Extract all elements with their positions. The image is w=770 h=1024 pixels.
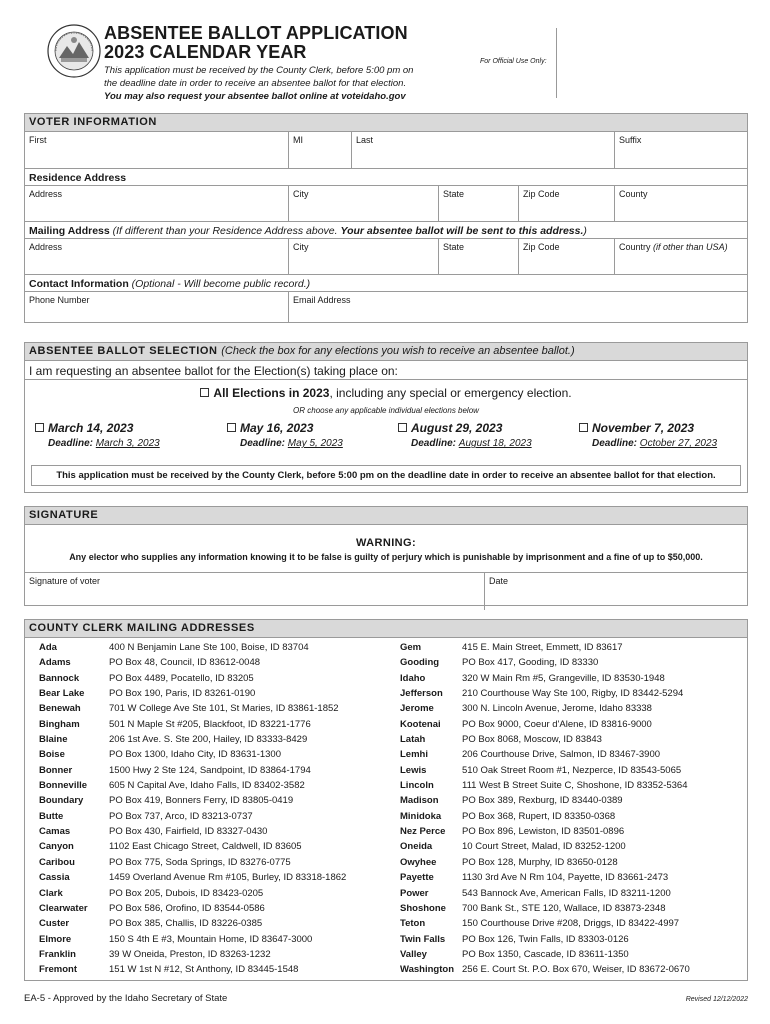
- county-address-row: [386, 793, 747, 808]
- county-name: Latah: [400, 734, 426, 746]
- or-choose-note: OR choose any applicable individual elections below: [293, 406, 479, 415]
- county-address-row: [386, 809, 747, 824]
- mailing-address-heading: Mailing Address (If different than your Residence Address above. Your absentee ballot will be sent to this address.): [25, 221, 747, 238]
- county-name: Clark: [39, 887, 63, 899]
- ballot-selection-section: [24, 342, 748, 493]
- voter-information-section: [24, 113, 748, 323]
- county-address-row: [386, 671, 747, 686]
- county-name: Boise: [39, 749, 65, 761]
- suffix-field[interactable]: Suffix: [614, 132, 747, 168]
- county-address-row: [25, 916, 386, 931]
- county-clerk-address: PO Box 8068, Moscow, ID 83843: [462, 734, 602, 746]
- county-clerk-address: 700 Bank St., STE 120, Wallace, ID 83873-2348: [462, 902, 666, 914]
- county-name: Bannock: [39, 672, 80, 684]
- first-name-field[interactable]: First: [29, 135, 47, 145]
- contact-information-heading: Contact Information (Optional - Will become public record.): [25, 274, 747, 291]
- county-clerk-address: 1130 3rd Ave N Rm 104, Payette, ID 83661-2473: [462, 872, 669, 884]
- residence-zip-field[interactable]: Zip Code: [518, 186, 614, 221]
- county-name: Boundary: [39, 795, 84, 807]
- county-address-row: [25, 947, 386, 962]
- county-address-row: [386, 839, 747, 854]
- county-name: Clearwater: [39, 902, 88, 914]
- approval-footer: EA-5 - Approved by the Idaho Secretary of State: [24, 993, 228, 1004]
- residence-state-field[interactable]: State: [438, 186, 518, 221]
- county-address-row: [25, 778, 386, 793]
- county-name: Oneida: [400, 841, 433, 853]
- county-address-row: [386, 763, 747, 778]
- signature-row: [25, 572, 747, 610]
- mailing-address-row: [25, 238, 747, 274]
- county-clerk-address: 10 Court Street, Malad, ID 83252-1200: [462, 841, 626, 853]
- county-address-row: [25, 824, 386, 839]
- county-address-row: [386, 640, 747, 655]
- election-may-checkbox[interactable]: [227, 423, 236, 432]
- county-address-row: [386, 701, 747, 716]
- county-clerk-address: 1500 Hwy 2 Ste 124, Sandpoint, ID 83864-1794: [109, 764, 311, 776]
- county-name: Power: [400, 887, 429, 899]
- county-address-row: [386, 747, 747, 762]
- mailing-state-field[interactable]: State: [438, 239, 518, 274]
- county-address-row: [386, 824, 747, 839]
- county-address-row: [25, 701, 386, 716]
- county-clerk-addresses-section: [24, 619, 748, 981]
- mailing-zip-field[interactable]: Zip Code: [518, 239, 614, 274]
- county-address-row: [25, 932, 386, 947]
- county-name: Lincoln: [400, 780, 434, 792]
- county-address-row: [386, 886, 747, 901]
- county-clerk-address: PO Box 417, Gooding, ID 83330: [462, 657, 599, 669]
- county-seal-logo: [47, 24, 101, 78]
- county-name: Jerome: [400, 703, 434, 715]
- election-august[interactable]: August 29, 2023 Deadline: August 18, 2023: [398, 421, 532, 449]
- county-name: Benewah: [39, 703, 81, 715]
- county-clerk-address: PO Box 430, Fairfield, ID 83327-0430: [109, 826, 268, 838]
- county-clerk-address: PO Box 9000, Coeur d'Alene, ID 83816-9000: [462, 718, 652, 730]
- county-address-table: [25, 638, 747, 978]
- county-address-row: [386, 778, 747, 793]
- county-address-row: [25, 655, 386, 670]
- county-name: Butte: [39, 810, 64, 822]
- county-name: Caribou: [39, 856, 75, 868]
- county-name: Lemhi: [400, 749, 428, 761]
- county-address-row: [386, 732, 747, 747]
- county-address-column-right: [386, 640, 747, 978]
- election-may[interactable]: May 16, 2023 Deadline: May 5, 2023: [227, 421, 343, 449]
- county-clerk-address: PO Box 190, Paris, ID 83261-0190: [109, 688, 256, 700]
- notice-line-3: You may also request your absentee ballot online at voteidaho.gov: [104, 91, 406, 102]
- county-name: Custer: [39, 918, 70, 930]
- county-clerk-address: PO Box 128, Murphy, ID 83650-0128: [462, 856, 618, 868]
- county-clerk-address: 543 Bannock Ave, American Falls, ID 83211-1200: [462, 887, 671, 899]
- election-march[interactable]: March 14, 2023 Deadline: March 3, 2023: [35, 421, 160, 449]
- county-address-row: [386, 932, 747, 947]
- election-november[interactable]: November 7, 2023 Deadline: October 27, 2023: [579, 421, 717, 449]
- county-clerk-address: PO Box 389, Rexburg, ID 83440-0389: [462, 795, 623, 807]
- county-name: Blaine: [39, 734, 68, 746]
- residence-city-field[interactable]: City: [288, 186, 438, 221]
- county-addresses-heading: COUNTY CLERK MAILING ADDRESSES: [25, 620, 747, 638]
- county-clerk-address: PO Box 4489, Pocatello, ID 83205: [109, 672, 254, 684]
- county-address-row: [25, 732, 386, 747]
- official-use-divider: [556, 28, 557, 98]
- county-name: Adams: [39, 657, 71, 669]
- county-name: Franklin: [39, 948, 76, 960]
- residence-address-row: [25, 185, 747, 221]
- county-clerk-address: 501 N Maple St #205, Blackfoot, ID 83221-1776: [109, 718, 311, 730]
- county-clerk-address: PO Box 1300, Idaho City, ID 83631-1300: [109, 749, 281, 761]
- signature-date-field[interactable]: Date: [484, 573, 747, 610]
- county-clerk-address: PO Box 896, Lewiston, ID 83501-0896: [462, 826, 625, 838]
- header-notice: [104, 64, 413, 103]
- county-address-row: [386, 901, 747, 916]
- county-name: Madison: [400, 795, 439, 807]
- ballot-selection-heading: ABSENTEE BALLOT SELECTION (Check the box for any elections you wish to receive an absentee ballot.): [25, 343, 747, 361]
- county-name: Washington: [400, 964, 454, 976]
- signature-section: [24, 506, 748, 606]
- title-line-1: ABSENTEE BALLOT APPLICATION: [104, 23, 408, 43]
- county-name: Nez Perce: [400, 826, 446, 838]
- all-elections-checkbox[interactable]: [200, 388, 209, 397]
- notice-line-1: This application must be received by the County Clerk, before 5:00 pm on: [104, 65, 414, 76]
- request-statement: I am requesting an absentee ballot for the Election(s) taking place on:: [25, 361, 747, 380]
- county-clerk-address: 320 W Main Rm #5, Grangeville, ID 83530-1948: [462, 672, 665, 684]
- official-use-label: For Official Use Only:: [480, 58, 547, 65]
- county-address-row: [25, 870, 386, 885]
- all-elections-option[interactable]: All Elections in 2023, including any special or emergency election.: [25, 386, 747, 400]
- county-name: Teton: [400, 918, 426, 930]
- contact-row: [25, 291, 747, 322]
- county-clerk-address: 1102 East Chicago Street, Caldwell, ID 83605: [109, 841, 302, 853]
- county-name: Bear Lake: [39, 688, 85, 700]
- county-address-row: [386, 717, 747, 732]
- county-clerk-address: 150 S 4th E #3, Mountain Home, ID 83647-3000: [109, 933, 313, 945]
- election-august-checkbox[interactable]: [398, 423, 407, 432]
- county-clerk-address: 510 Oak Street Room #1, Nezperce, ID 83543-5065: [462, 764, 682, 776]
- county-name: Minidoka: [400, 810, 442, 822]
- county-clerk-address: 1459 Overland Avenue Rm #105, Burley, ID 83318-1862: [109, 872, 347, 884]
- county-clerk-address: PO Box 205, Dubois, ID 83423-0205: [109, 887, 264, 899]
- county-address-row: [386, 655, 747, 670]
- county-address-row: [25, 809, 386, 824]
- county-name: Bonner: [39, 764, 73, 776]
- county-clerk-address: 415 E. Main Street, Emmett, ID 83617: [462, 642, 623, 653]
- county-address-row: [386, 962, 747, 977]
- mailing-country-field[interactable]: Country (if other than USA): [614, 239, 747, 274]
- county-name: Kootenai: [400, 718, 441, 730]
- middle-initial-field[interactable]: MI: [288, 132, 351, 168]
- county-address-row: [25, 671, 386, 686]
- county-name: Owyhee: [400, 856, 437, 868]
- deadline-notice-box: This application must be received by the County Clerk, before 5:00 pm on the deadline date in order to receive an absentee ballot for that election.: [31, 465, 741, 486]
- county-clerk-address: 111 West B Street Suite C, Shoshone, ID 83352-5364: [462, 780, 688, 792]
- county-clerk-address: PO Box 368, Rupert, ID 83350-0368: [462, 810, 616, 822]
- county-clerk-address: PO Box 737, Arco, ID 83213-0737: [109, 810, 253, 822]
- county-clerk-address: PO Box 419, Bonners Ferry, ID 83805-0419: [109, 795, 294, 807]
- county-clerk-address: 206 Courthouse Drive, Salmon, ID 83467-3900: [462, 749, 661, 761]
- election-march-checkbox[interactable]: [35, 423, 44, 432]
- county-address-column-left: [25, 640, 386, 978]
- county-clerk-address: 300 N. Lincoln Avenue, Jerome, Idaho 83338: [462, 703, 652, 715]
- county-name: Jefferson: [400, 688, 443, 700]
- county-address-row: [25, 763, 386, 778]
- election-november-checkbox[interactable]: [579, 423, 588, 432]
- county-address-row: [25, 686, 386, 701]
- county-name: Elmore: [39, 933, 72, 945]
- last-name-field[interactable]: Last: [351, 132, 614, 168]
- warning-title: WARNING:: [355, 537, 417, 549]
- email-address-field[interactable]: Email Address: [288, 292, 747, 322]
- county-address-row: [386, 870, 747, 885]
- county-name: Ada: [39, 642, 57, 653]
- county-address-row: [25, 855, 386, 870]
- residence-address-heading: Residence Address: [25, 168, 747, 185]
- county-address-row: [25, 793, 386, 808]
- name-row: [25, 132, 747, 168]
- county-clerk-address: 400 N Benjamin Lane Ste 100, Boise, ID 83704: [109, 642, 309, 653]
- county-name: Fremont: [39, 964, 77, 976]
- county-clerk-address: PO Box 126, Twin Falls, ID 83303-0126: [462, 933, 629, 945]
- notice-line-2: the deadline date in order to receive an absentee ballot for that election.: [104, 78, 407, 89]
- revised-date: Revised 12/12/2022: [685, 996, 748, 1003]
- county-address-row: [25, 747, 386, 762]
- county-address-row: [386, 947, 747, 962]
- county-clerk-address: 210 Courthouse Way Ste 100, Rigby, ID 83442-5294: [462, 688, 684, 700]
- county-address-row: [25, 901, 386, 916]
- county-clerk-address: 605 N Capital Ave, Idaho Falls, ID 83402-3582: [109, 780, 305, 792]
- title-line-2: 2023 CALENDAR YEAR: [104, 42, 307, 62]
- county-address-row: [386, 916, 747, 931]
- county-address-row: [25, 839, 386, 854]
- county-clerk-address: 701 W College Ave Ste 101, St Maries, ID 83861-1852: [109, 703, 339, 715]
- voter-information-heading: VOTER INFORMATION: [25, 114, 747, 132]
- county-clerk-address: 150 Courthouse Drive #208, Driggs, ID 83422-4997: [462, 918, 680, 930]
- county-name: Twin Falls: [400, 933, 446, 945]
- signature-of-voter-field[interactable]: Signature of voter: [29, 576, 101, 586]
- county-address-row: [386, 686, 747, 701]
- county-clerk-address: 206 1st Ave. S. Ste 200, Hailey, ID 83333-8429: [109, 734, 308, 746]
- county-clerk-address: PO Box 586, Orofino, ID 83544-0586: [109, 902, 265, 914]
- county-name: Bonneville: [39, 780, 88, 792]
- county-name: Bingham: [39, 718, 80, 730]
- county-address-row: [386, 855, 747, 870]
- county-name: Canyon: [39, 841, 74, 853]
- county-name: Gem: [400, 642, 422, 653]
- county-name: Valley: [400, 948, 427, 960]
- county-name: Payette: [400, 872, 434, 884]
- individual-elections: [25, 421, 747, 461]
- county-name: Shoshone: [400, 902, 446, 914]
- county-name: Camas: [39, 826, 71, 838]
- county-address-row: [25, 962, 386, 977]
- county-name: Gooding: [400, 657, 440, 669]
- county-address-row: [25, 717, 386, 732]
- county-name: Cassia: [39, 872, 70, 884]
- county-address-row: [25, 886, 386, 901]
- county-address-row: [25, 640, 386, 655]
- county-clerk-address: 39 W Oneida, Preston, ID 83263-1232: [109, 948, 271, 960]
- county-name: Idaho: [400, 672, 426, 684]
- residence-county-field[interactable]: County: [614, 186, 747, 221]
- perjury-warning: Any elector who supplies any information knowing it to be false is guilty of perjury which is punishable by imprisonment and a fine of up to $50,000.: [69, 552, 703, 562]
- county-clerk-address: PO Box 775, Soda Springs, ID 83276-0775: [109, 856, 291, 868]
- county-clerk-address: PO Box 1350, Cascade, ID 83611-1350: [462, 948, 629, 960]
- county-clerk-address: PO Box 385, Challis, ID 83226-0385: [109, 918, 263, 930]
- mailing-address-field[interactable]: Address: [29, 242, 63, 252]
- county-clerk-address: PO Box 48, Council, ID 83612-0048: [109, 657, 261, 669]
- form-title: [104, 24, 408, 62]
- signature-heading: SIGNATURE: [25, 507, 747, 525]
- phone-number-field[interactable]: Phone Number: [29, 295, 90, 305]
- county-clerk-address: 151 W 1st N #12, St Anthony, ID 83445-1548: [109, 964, 299, 976]
- county-clerk-address: 256 E. Court St. P.O. Box 670, Weiser, ID 83672-0670: [462, 964, 690, 976]
- county-name: Lewis: [400, 764, 427, 776]
- mailing-city-field[interactable]: City: [288, 239, 438, 274]
- residence-address-field[interactable]: Address: [29, 189, 63, 199]
